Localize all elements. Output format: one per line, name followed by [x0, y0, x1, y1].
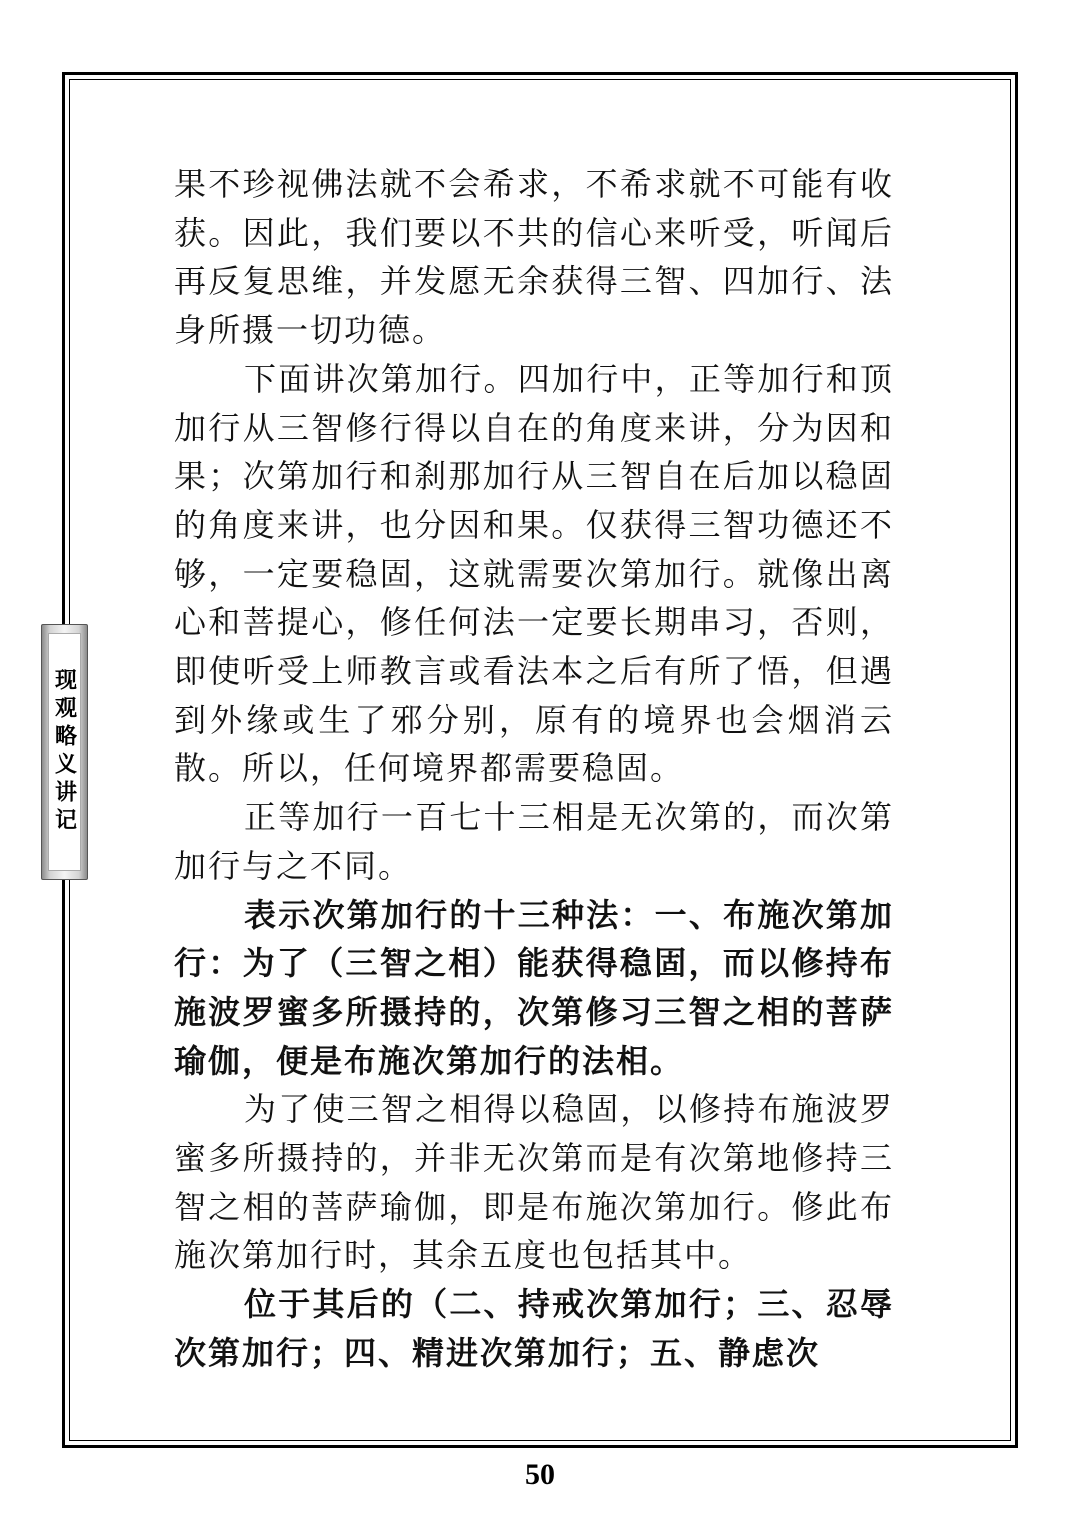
- paragraph: 为了使三智之相得以稳固，以修持布施波罗蜜多所摄持的，并非无次第而是有次第地修持三智之相的菩萨瑜伽，即是布施次第加行。修此布施次第加行时，其余五度也包括其中。: [174, 1090, 894, 1275]
- side-title-tab: [41, 624, 88, 880]
- book-title: 现观略义讲记: [51, 668, 78, 836]
- paragraph: 果不珍视佛法就不会希求，不希求就不可能有收获。因此，我们要以不共的信心来听受，听闻后再反复思维，并发愿无余获得三智、四加行、法身所摄一切功德。: [174, 165, 894, 350]
- paragraph: 下面讲次第加行。四加行中，正等加行和顶加行从三智修行得以自在的角度来讲，分为因和果；次第加行和刹那加行从三智自在后加以稳固的角度来讲，也分因和果。仅获得三智功德还不够，一定要稳固，这就需要次第加行。就像出离心和菩提心，修任何法一定要长期串习，否则，即使听受上师教言或看法本之后有所了悟，但遇到外缘或生了邪分别，原有的境界也会烟消云散。所以，任何境界都需要稳固。: [174, 359, 894, 788]
- paragraph: 正等加行一百七十三相是无次第的，而次第加行与之不同。: [174, 798, 894, 885]
- body-text: [174, 160, 894, 1378]
- root-text-paragraph: 表示次第加行的十三种法：一、布施次第加行：为了（三智之相）能获得稳固，而以修持布施波罗蜜多所摄持的，次第修习三智之相的菩萨瑜伽，便是布施次第加行的法相。: [174, 895, 894, 1080]
- page-number: 50: [525, 1458, 555, 1491]
- side-title-tab-inner: [48, 633, 81, 871]
- root-text-paragraph: 位于其后的（二、持戒次第加行；三、忍辱次第加行；四、精进次第加行；五、静虑次: [174, 1285, 894, 1372]
